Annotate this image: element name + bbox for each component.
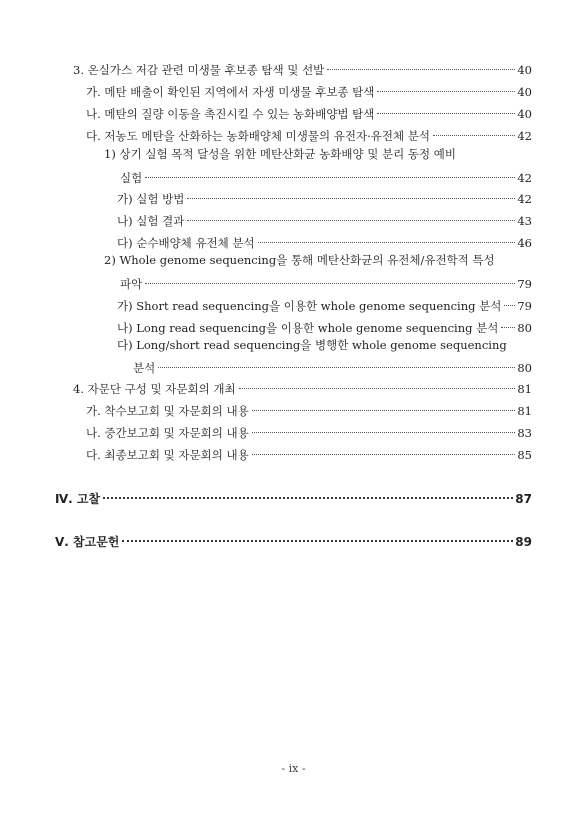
toc-entry-page: 40 — [517, 63, 532, 77]
dot-leader — [252, 421, 516, 437]
toc-entry-page: 79 — [517, 299, 532, 313]
toc-entry-label: 다) Long/short read sequencing을 병행한 whole genome sequencing — [117, 338, 507, 352]
dot-leader — [433, 124, 515, 140]
dot-leader — [103, 487, 513, 503]
toc-entry-label: 가. 메탄 배출이 확인된 지역에서 자생 미생물 후보종 탐색 — [86, 85, 375, 99]
toc-entry-page: 83 — [517, 426, 532, 440]
dot-leader — [122, 530, 513, 546]
toc-entry-page: 40 — [517, 85, 532, 99]
toc-entry-section-4-da[interactable] — [86, 443, 532, 462]
toc-entry-label: Ⅳ. 고찰 — [55, 492, 101, 506]
toc-entry-page: 79 — [517, 277, 532, 291]
toc-entry-label: Ⅴ. 참고문헌 — [55, 535, 120, 549]
toc-entry-sub-1-line1[interactable] — [104, 146, 532, 162]
toc-entry-page: 81 — [517, 404, 532, 418]
dot-leader — [187, 209, 515, 225]
toc-entry-sub-2-line1[interactable] — [104, 252, 532, 268]
toc-entry-section-3-ga[interactable] — [86, 80, 532, 99]
toc-entry-label: 가. 착수보고회 및 자문회의 내용 — [86, 404, 249, 418]
toc-entry-page: 80 — [517, 361, 532, 375]
toc-entry-label: 2) Whole genome sequencing을 통해 메탄산화균의 유전체/유전학적 특성 — [104, 253, 495, 267]
toc-entry-page: 81 — [517, 382, 532, 396]
toc-entry-label: 가) Short read sequencing을 이용한 whole genome sequencing 분석 — [117, 299, 502, 313]
toc-entry-chapter-5[interactable] — [55, 530, 532, 549]
toc-entry-label-cont: 파악 — [120, 277, 143, 291]
dot-leader — [377, 102, 515, 118]
dot-leader — [239, 377, 516, 393]
dot-leader — [145, 272, 515, 288]
dot-leader — [252, 443, 516, 459]
dot-leader — [187, 187, 515, 203]
toc-entry-label: 4. 자문단 구성 및 자문회의 개최 — [73, 382, 236, 396]
toc-entry-page: 85 — [517, 448, 532, 462]
dot-leader — [145, 166, 515, 182]
toc-entry-section-3-da[interactable] — [86, 124, 532, 143]
toc-entry-section-4-ga[interactable] — [86, 399, 532, 418]
toc-entry-label: 다) 순수배양체 유전체 분석 — [117, 236, 255, 250]
toc-entry-section-3[interactable] — [73, 58, 532, 77]
toc-entry-chapter-4[interactable] — [55, 487, 532, 506]
toc-entry-section-4[interactable] — [73, 377, 532, 396]
toc-entry-page: 89 — [515, 535, 532, 549]
toc-entry-sub-2-da-line1[interactable] — [117, 337, 532, 353]
toc-entry-label: 가) 실험 방법 — [117, 192, 185, 206]
toc-entry-label: 나. 중간보고회 및 자문회의 내용 — [86, 426, 249, 440]
toc-entry-label: 나) Long read sequencing을 이용한 whole genome sequencing 분석 — [117, 321, 499, 335]
toc-entry-label: 3. 온실가스 저감 관련 미생물 후보종 탐색 및 선발 — [73, 63, 325, 77]
toc-entry-label: 1) 상기 실험 목적 달성을 위한 메탄산화균 농화배양 및 분리 동정 예비 — [104, 147, 456, 161]
toc-entry-label: 다. 최종보고회 및 자문회의 내용 — [86, 448, 249, 462]
dot-leader — [327, 58, 515, 74]
toc-entry-page: 42 — [517, 129, 532, 143]
toc-entry-page: 80 — [517, 321, 532, 335]
dot-leader — [252, 399, 516, 415]
toc-entry-sub-1-ga[interactable] — [117, 187, 532, 206]
toc-entry-sub-1-na[interactable] — [117, 209, 532, 228]
toc-entry-page: 87 — [515, 492, 532, 506]
toc-entry-page: 43 — [517, 214, 532, 228]
toc-entry-label: 나. 메탄의 질량 이동을 촉진시킬 수 있는 농화배양법 탐색 — [86, 107, 375, 121]
toc-entry-sub-2-da-line2[interactable] — [133, 356, 532, 375]
dot-leader — [158, 356, 515, 372]
toc-entry-page: 40 — [517, 107, 532, 121]
toc-entry-sub-1-da[interactable] — [117, 231, 532, 250]
toc-entry-sub-2-ga[interactable] — [117, 294, 532, 313]
toc-entry-page: 42 — [517, 192, 532, 206]
toc-entry-section-4-na[interactable] — [86, 421, 532, 440]
toc-entry-label: 다. 저농도 메탄을 산화하는 농화배양체 미생물의 유전자·유전체 분석 — [86, 129, 430, 143]
toc-entry-sub-2-line2[interactable] — [120, 272, 532, 291]
page-number: - ix - — [281, 762, 306, 775]
toc-entry-page: 46 — [517, 236, 532, 250]
toc-entry-sub-1-line2[interactable] — [120, 166, 532, 185]
toc-entry-sub-2-na[interactable] — [117, 316, 532, 335]
toc-entry-label: 나) 실험 결과 — [117, 214, 185, 228]
dot-leader — [501, 316, 515, 332]
dot-leader — [504, 294, 515, 310]
dot-leader — [377, 80, 515, 96]
toc-entry-label-cont: 실험 — [120, 171, 143, 185]
dot-leader — [258, 231, 516, 247]
toc-entry-page: 42 — [517, 171, 532, 185]
toc-entry-section-3-na[interactable] — [86, 102, 532, 121]
toc-entry-label-cont: 분석 — [133, 361, 156, 375]
